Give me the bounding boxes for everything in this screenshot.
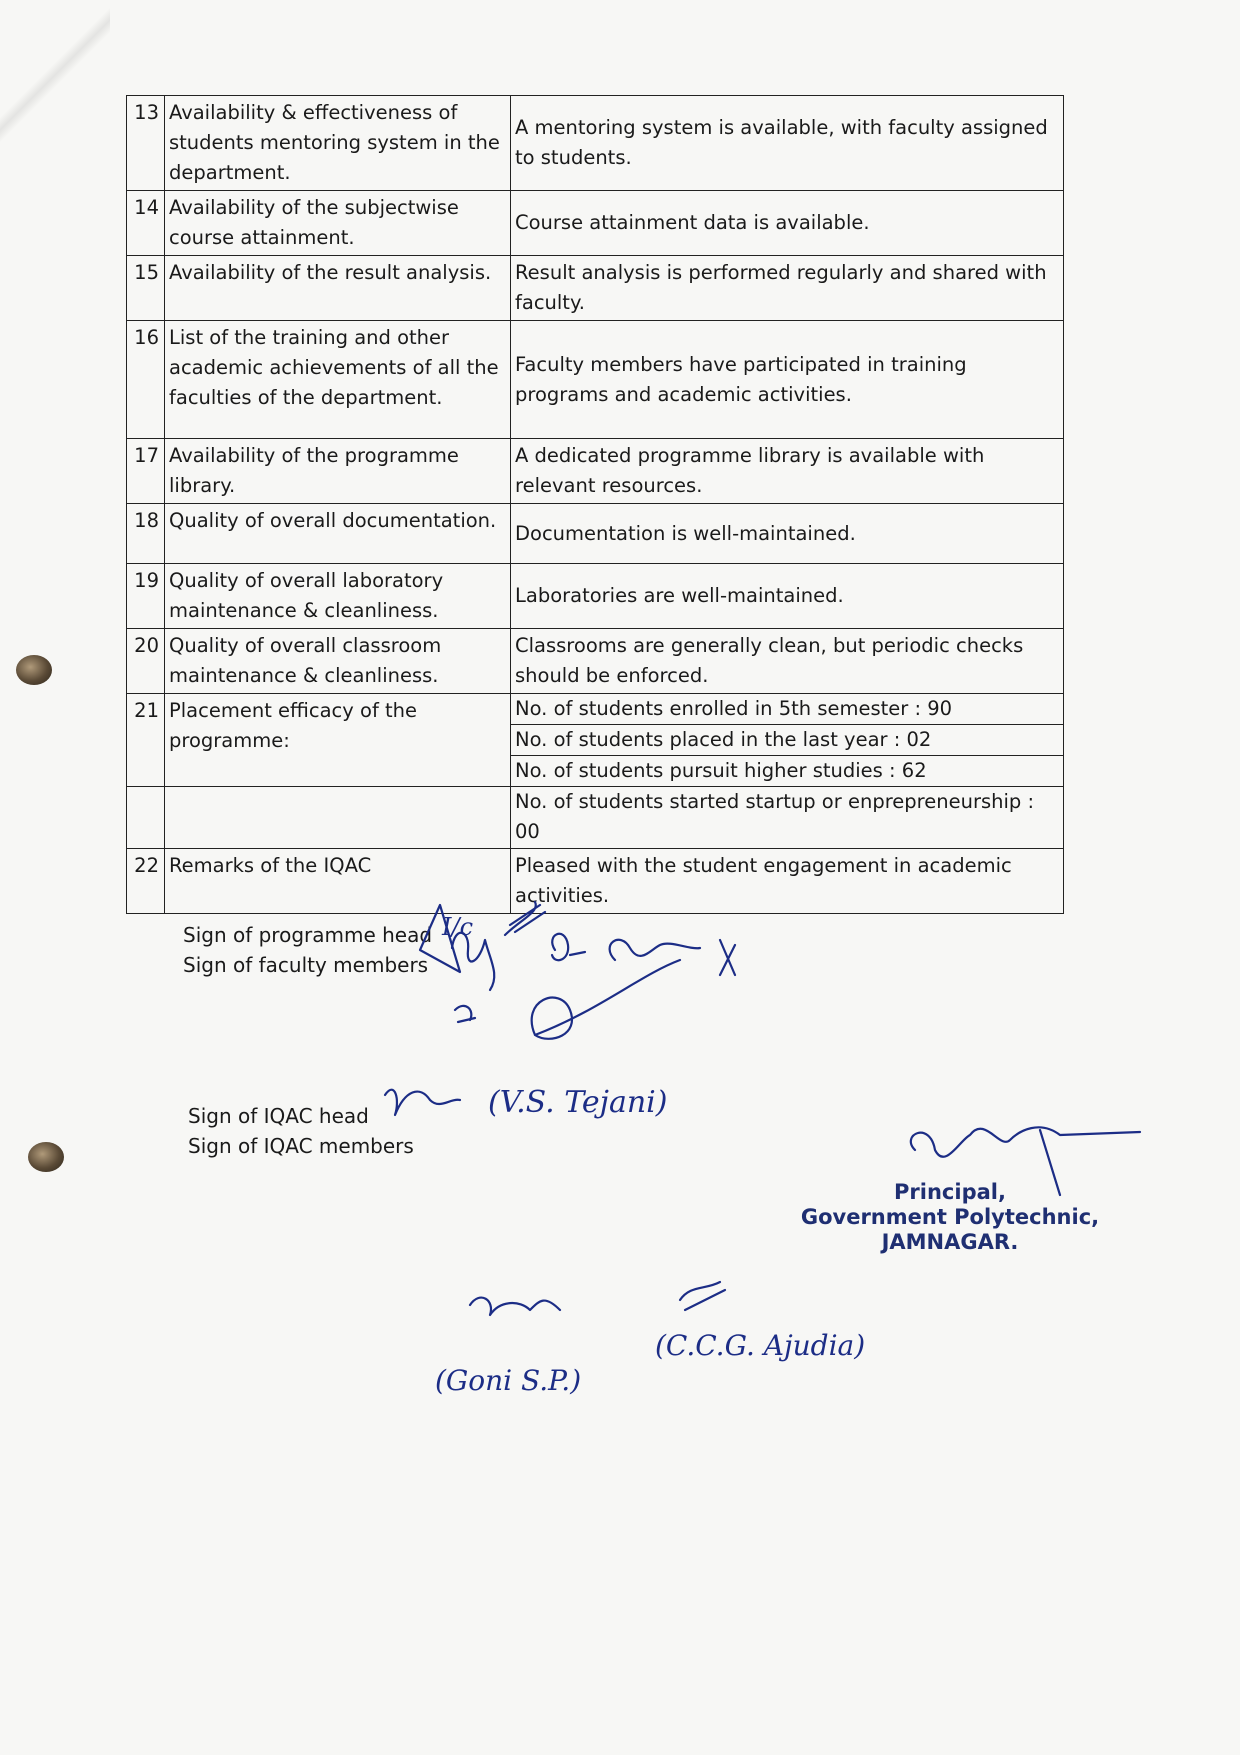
handwritten-text: I/c [442,913,474,941]
table-row [127,787,1064,849]
stamp-line: Principal, [894,1180,1006,1204]
criterion-cell: Remarks of the IQAC [165,849,511,914]
observation-cell: A dedicated programme library is available with relevant resources. [511,439,1064,504]
observation-cell: Course attainment data is available. [511,191,1064,256]
stamp-line: JAMNAGAR. [881,1230,1019,1254]
signature-scribble [455,1006,475,1022]
signature-scribble [610,940,735,975]
placement-item: No. of students started startup or enprepreneurship : 00 [511,787,1064,849]
criterion-cell: Placement efficacy of the programme: [165,694,511,787]
row-number: 13 [127,96,165,191]
table-row [127,96,1064,191]
observation-cell: A mentoring system is available, with faculty assigned to students. [511,96,1064,191]
criterion-cell: Availability of the subjectwise course attainment. [165,191,511,256]
table-row [127,504,1064,564]
handwritten-text: (Goni S.P.) [435,1364,582,1397]
placement-item: No. of students placed in the last year : 02 [511,725,1064,756]
observation-cell: Pleased with the student engagement in academic activities. [511,849,1064,914]
placement-item: No. of students enrolled in 5th semester : 90 [511,694,1064,725]
criterion-cell: List of the training and other academic achievements of all the faculties of the department. [165,321,511,439]
programme-head-label: Sign of programme head [183,923,433,947]
criterion-cell-blank [165,787,511,849]
table-row [127,694,1064,725]
table-row [127,191,1064,256]
handwritten-text: (C.C.G. Ajudia) [655,1329,866,1362]
iqac-head-label: Sign of IQAC head [188,1104,369,1128]
criterion-cell: Quality of overall laboratory maintenance & cleanliness. [165,564,511,629]
iqac-members-label: Sign of IQAC members [188,1134,414,1158]
placement-item: No. of students pursuit higher studies : 62 [511,756,1064,787]
criterion-cell: Quality of overall documentation. [165,504,511,564]
observation-cell: Documentation is well-maintained. [511,504,1064,564]
row-number: 17 [127,439,165,504]
row-number: 19 [127,564,165,629]
signature-scribble [680,1282,725,1310]
row-number: 22 [127,849,165,914]
observation-cell: Classrooms are generally clean, but periodic checks should be enforced. [511,629,1064,694]
criterion-cell: Quality of overall classroom maintenance & cleanliness. [165,629,511,694]
row-number: 14 [127,191,165,256]
table-row [127,564,1064,629]
punch-hole [28,1142,64,1172]
table-row [127,629,1064,694]
criterion-cell: Availability of the result analysis. [165,256,511,321]
row-number: 16 [127,321,165,439]
principal-stamp [780,1180,1120,1255]
signature-scribble [470,1298,560,1315]
punch-hole [16,655,52,685]
table-row [127,439,1064,504]
observation-cell: Laboratories are well-maintained. [511,564,1064,629]
programme-sign-block [183,920,432,980]
handwritten-text: (V.S. Tejani) [488,1085,668,1120]
table-row [127,256,1064,321]
row-number: 15 [127,256,165,321]
row-number-blank [127,787,165,849]
row-number: 18 [127,504,165,564]
signature-scribble [911,1127,1140,1156]
table-row [127,849,1064,914]
signature-scribble [532,960,680,1039]
criterion-cell: Availability & effectiveness of students mentoring system in the department. [165,96,511,191]
criterion-cell: Availability of the programme library. [165,439,511,504]
row-number: 21 [127,694,165,787]
observation-cell: Faculty members have participated in training programs and academic activities. [511,321,1064,439]
signature-scribble [552,934,585,960]
signature-scribble [452,933,494,990]
row-number: 20 [127,629,165,694]
review-table [126,95,1064,914]
page-crease [0,0,110,150]
faculty-members-label: Sign of faculty members [183,953,429,977]
table-row [127,321,1064,439]
stamp-line: Government Polytechnic, [800,1205,1100,1229]
observation-cell: Result analysis is performed regularly and shared with faculty. [511,256,1064,321]
iqac-sign-block [188,1101,414,1161]
